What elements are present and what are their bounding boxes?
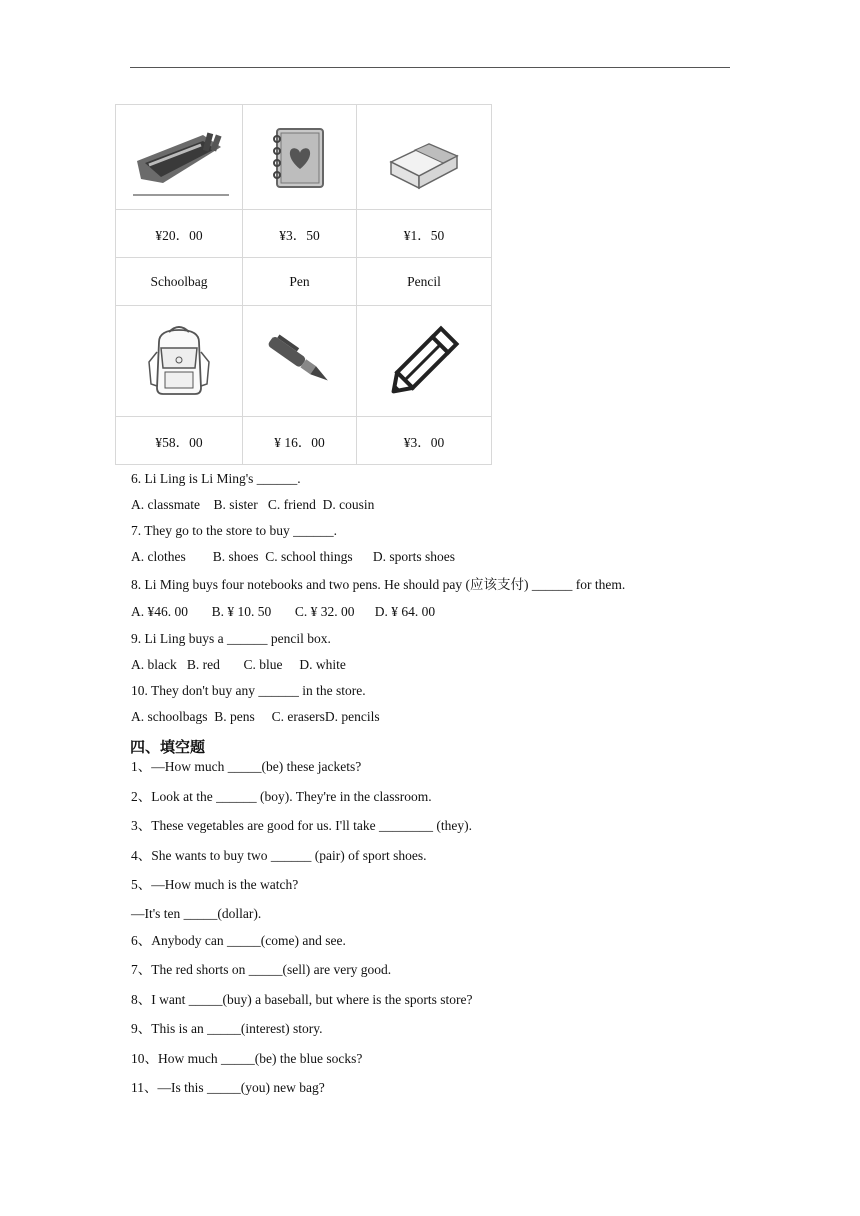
table-cell (116, 105, 243, 210)
section-title: 四、填空题 (130, 738, 206, 756)
fill-blank-item: 2、Look at the ______ (boy). They're in the classroom. (131, 789, 432, 804)
table-cell (116, 306, 243, 417)
question-stem: 6. Li Ling is Li Ming's ______. (131, 471, 301, 486)
fill-blank-item: 3、These vegetables are good for us. I'll take ________ (they). (131, 818, 472, 833)
fill-blank-item: 10、How much _____(be) the blue socks? (131, 1051, 363, 1066)
question-stem: 7. They go to the store to buy ______. (131, 523, 337, 538)
fill-blank-item: 5、—How much is the watch? (131, 877, 299, 892)
table-cell (243, 105, 357, 210)
question-stem: 9. Li Ling buys a ______ pencil box. (131, 631, 331, 646)
fill-blank-item: 8、I want _____(buy) a baseball, but where is the sports store? (131, 992, 473, 1007)
price-table (115, 104, 492, 465)
price-cell: ¥3．00 (357, 417, 492, 465)
question-options: A. ¥46. 00 B. ¥ 10. 50 C. ¥ 32. 00 D. ¥ 64. 00 (131, 604, 436, 619)
table-cell (243, 306, 357, 417)
question-options: A. schoolbags B. pens C. erasersD. pencils (131, 709, 380, 724)
fill-blank-item: —It's ten _____(dollar). (131, 906, 262, 921)
item-name-cell: Pen (243, 258, 357, 306)
price-cell: ¥1．50 (357, 210, 492, 258)
fill-blank-item: 9、This is an _____(interest) story. (131, 1021, 323, 1036)
question-options: A. clothes B. shoes C. school things D. sports shoes (131, 549, 455, 564)
notebook-icon (265, 121, 335, 193)
item-name-cell: Schoolbag (116, 258, 243, 306)
header-rule (130, 67, 730, 68)
fill-blank-item: 4、She wants to buy two ______ (pair) of sport shoes. (131, 848, 427, 863)
price-cell: ¥58．00 (116, 417, 243, 465)
table-cell (357, 105, 492, 210)
fill-blank-item: 11、—Is this _____(you) new bag? (131, 1080, 325, 1095)
question-stem: 10. They don't buy any ______ in the store. (131, 683, 366, 698)
fill-blank-item: 7、The red shorts on _____(sell) are very good. (131, 962, 392, 977)
fill-blank-item: 1、—How much _____(be) these jackets? (131, 759, 362, 774)
item-name-cell: Pencil (357, 258, 492, 306)
pencil-box-icon (123, 117, 235, 197)
question-options: A. black B. red C. blue D. white (131, 657, 346, 672)
price-cell: ¥20．00 (116, 210, 243, 258)
eraser-icon (379, 122, 469, 192)
question-options: A. classmate B. sister C. friend D. cousin (131, 497, 375, 512)
schoolbag-icon (139, 322, 219, 400)
fill-blank-item: 6、Anybody can _____(come) and see. (131, 933, 346, 948)
price-cell: ¥ 16．00 (243, 417, 357, 465)
pencil-icon (379, 318, 469, 404)
pen-icon (254, 324, 346, 398)
price-cell: ¥3．50 (243, 210, 357, 258)
question-stem: 8. Li Ming buys four notebooks and two pens. He should pay (应该支付) ______ for them. (131, 577, 626, 592)
table-cell (357, 306, 492, 417)
